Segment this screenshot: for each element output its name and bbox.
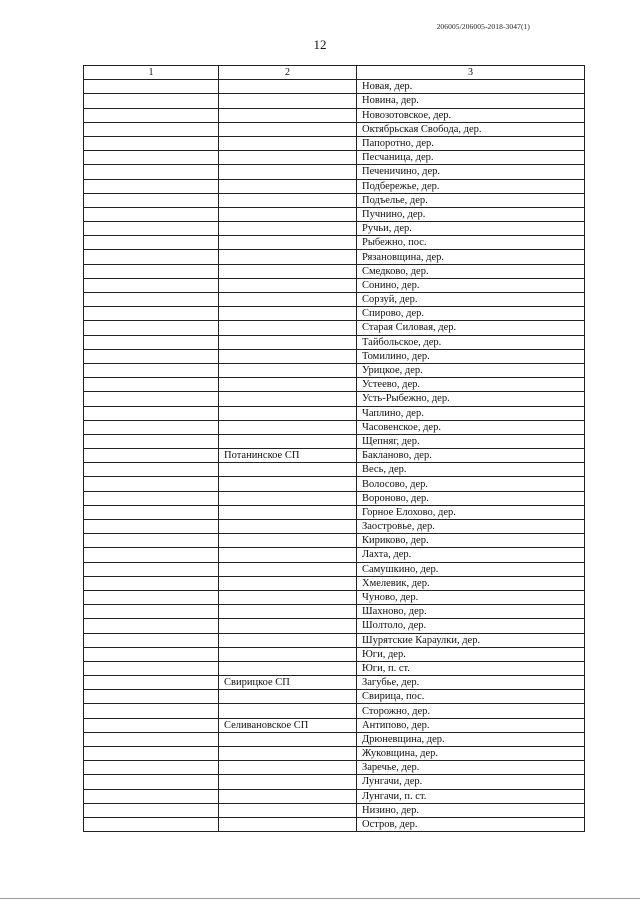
table-row: [84, 193, 585, 207]
settlement-council-cell: [219, 321, 357, 335]
table-row: [84, 406, 585, 420]
district-cell: [84, 520, 219, 534]
locality-cell: Новозотовское, дер.: [357, 108, 585, 122]
district-cell: [84, 250, 219, 264]
settlement-council-cell: [219, 80, 357, 94]
table-row: [84, 179, 585, 193]
table-row: [84, 236, 585, 250]
district-cell: [84, 690, 219, 704]
settlement-council-cell: [219, 562, 357, 576]
column-header-1: 1: [84, 66, 219, 80]
settlement-council-cell: Потанинское СП: [219, 449, 357, 463]
bottom-rule: [0, 898, 640, 899]
table-row: [84, 534, 585, 548]
table-row: [84, 392, 585, 406]
district-cell: [84, 548, 219, 562]
settlement-council-cell: [219, 392, 357, 406]
settlement-council-cell: [219, 647, 357, 661]
locality-cell: Чуново, дер.: [357, 590, 585, 604]
locality-cell: Сорзуй, дер.: [357, 293, 585, 307]
locality-cell: Часовенское, дер.: [357, 420, 585, 434]
locality-cell: Новая, дер.: [357, 80, 585, 94]
table-row: [84, 250, 585, 264]
locality-cell: Урицкое, дер.: [357, 363, 585, 377]
locality-cell: Усть-Рыбежно, дер.: [357, 392, 585, 406]
settlement-council-cell: [219, 548, 357, 562]
settlement-council-cell: [219, 789, 357, 803]
table-row: [84, 349, 585, 363]
locality-cell: Антипово, дер.: [357, 718, 585, 732]
table-row: [84, 80, 585, 94]
settlement-council-cell: [219, 817, 357, 831]
district-cell: [84, 122, 219, 136]
district-cell: [84, 349, 219, 363]
locality-cell: Самушкино, дер.: [357, 562, 585, 576]
table-row: [84, 434, 585, 448]
district-cell: [84, 236, 219, 250]
settlement-council-cell: [219, 732, 357, 746]
table-row: [84, 378, 585, 392]
district-cell: [84, 747, 219, 761]
settlement-council-cell: [219, 690, 357, 704]
table-row: [84, 647, 585, 661]
table-row: [84, 704, 585, 718]
locality-cell: Ручьи, дер.: [357, 222, 585, 236]
column-header-3: 3: [357, 66, 585, 80]
table-row: [84, 463, 585, 477]
locality-cell: Смедково, дер.: [357, 264, 585, 278]
table-row: [84, 718, 585, 732]
settlement-council-cell: [219, 363, 357, 377]
district-cell: [84, 633, 219, 647]
table-row: [84, 761, 585, 775]
district-cell: [84, 647, 219, 661]
table-row: [84, 619, 585, 633]
locality-cell: Шолтоло, дер.: [357, 619, 585, 633]
district-cell: [84, 222, 219, 236]
district-cell: [84, 278, 219, 292]
locality-cell: Жуковщина, дер.: [357, 747, 585, 761]
table-row: [84, 803, 585, 817]
district-cell: [84, 477, 219, 491]
settlement-council-cell: [219, 264, 357, 278]
district-cell: [84, 562, 219, 576]
district-cell: [84, 165, 219, 179]
district-cell: [84, 108, 219, 122]
locality-cell: Новина, дер.: [357, 94, 585, 108]
settlement-council-cell: [219, 307, 357, 321]
district-cell: [84, 406, 219, 420]
locality-cell: Сторожно, дер.: [357, 704, 585, 718]
settlement-council-cell: [219, 520, 357, 534]
district-cell: [84, 335, 219, 349]
locality-cell: Волосово, дер.: [357, 477, 585, 491]
district-cell: [84, 817, 219, 831]
settlement-table: [83, 65, 585, 832]
settlement-council-cell: [219, 761, 357, 775]
district-cell: [84, 661, 219, 675]
table-row: [84, 321, 585, 335]
table-row: [84, 817, 585, 831]
district-cell: [84, 264, 219, 278]
locality-cell: Подбережье, дер.: [357, 179, 585, 193]
column-header-2: 2: [219, 66, 357, 80]
table-row: [84, 562, 585, 576]
settlement-council-cell: [219, 122, 357, 136]
settlement-council-cell: [219, 151, 357, 165]
district-cell: [84, 392, 219, 406]
settlement-council-cell: [219, 590, 357, 604]
table-row: [84, 633, 585, 647]
district-cell: [84, 80, 219, 94]
locality-cell: Спирово, дер.: [357, 307, 585, 321]
settlement-council-cell: [219, 619, 357, 633]
locality-cell: Октябрьская Свобода, дер.: [357, 122, 585, 136]
locality-cell: Щепняг, дер.: [357, 434, 585, 448]
settlement-council-cell: [219, 434, 357, 448]
locality-cell: Вороново, дер.: [357, 491, 585, 505]
table-row: [84, 548, 585, 562]
district-cell: [84, 732, 219, 746]
settlement-council-cell: [219, 193, 357, 207]
settlement-council-cell: [219, 378, 357, 392]
district-cell: [84, 449, 219, 463]
locality-cell: Заостровье, дер.: [357, 520, 585, 534]
table-header-row: [84, 66, 585, 80]
settlement-council-cell: [219, 94, 357, 108]
settlement-council-cell: Свирицкое СП: [219, 676, 357, 690]
locality-cell: Лунгачи, дер.: [357, 775, 585, 789]
locality-cell: Лахта, дер.: [357, 548, 585, 562]
district-cell: [84, 363, 219, 377]
settlement-council-cell: [219, 534, 357, 548]
table-row: [84, 165, 585, 179]
district-cell: [84, 704, 219, 718]
settlement-council-cell: [219, 463, 357, 477]
table-row: [84, 505, 585, 519]
locality-cell: Старая Силовая, дер.: [357, 321, 585, 335]
locality-cell: Свирица, пос.: [357, 690, 585, 704]
district-cell: [84, 434, 219, 448]
district-cell: [84, 151, 219, 165]
locality-cell: Шурятские Караулки, дер.: [357, 633, 585, 647]
locality-cell: Песчаница, дер.: [357, 151, 585, 165]
settlement-council-cell: [219, 576, 357, 590]
district-cell: [84, 789, 219, 803]
district-cell: [84, 193, 219, 207]
table-row: [84, 136, 585, 150]
district-cell: [84, 94, 219, 108]
table-row: [84, 747, 585, 761]
locality-cell: Горное Елохово, дер.: [357, 505, 585, 519]
district-cell: [84, 505, 219, 519]
table-row: [84, 690, 585, 704]
district-cell: [84, 576, 219, 590]
locality-cell: Весь, дер.: [357, 463, 585, 477]
district-cell: [84, 718, 219, 732]
locality-cell: Сонино, дер.: [357, 278, 585, 292]
table-row: [84, 278, 585, 292]
table-row: [84, 94, 585, 108]
settlement-council-cell: [219, 775, 357, 789]
settlement-council-cell: [219, 222, 357, 236]
table-row: [84, 293, 585, 307]
table-row: [84, 775, 585, 789]
settlement-council-cell: [219, 491, 357, 505]
settlement-council-cell: [219, 704, 357, 718]
table-row: [84, 732, 585, 746]
settlement-council-cell: [219, 165, 357, 179]
settlement-council-cell: [219, 108, 357, 122]
table-row: [84, 661, 585, 675]
settlement-council-cell: [219, 406, 357, 420]
table-row: [84, 576, 585, 590]
table-row: [84, 335, 585, 349]
settlement-council-cell: [219, 179, 357, 193]
locality-cell: Остров, дер.: [357, 817, 585, 831]
table-row: [84, 264, 585, 278]
locality-cell: Лунгачи, п. ст.: [357, 789, 585, 803]
locality-cell: Печеничино, дер.: [357, 165, 585, 179]
table-row: [84, 605, 585, 619]
locality-cell: Тайбольское, дер.: [357, 335, 585, 349]
locality-cell: Низино, дер.: [357, 803, 585, 817]
table-row: [84, 122, 585, 136]
table-row: [84, 676, 585, 690]
locality-cell: Загубье, дер.: [357, 676, 585, 690]
locality-cell: Пучнино, дер.: [357, 207, 585, 221]
settlement-council-cell: Селивановское СП: [219, 718, 357, 732]
locality-cell: Рыбежно, пос.: [357, 236, 585, 250]
locality-cell: Шахново, дер.: [357, 605, 585, 619]
table-row: [84, 307, 585, 321]
settlement-council-cell: [219, 335, 357, 349]
district-cell: [84, 775, 219, 789]
district-cell: [84, 676, 219, 690]
district-cell: [84, 321, 219, 335]
table-row: [84, 590, 585, 604]
district-cell: [84, 307, 219, 321]
settlement-council-cell: [219, 605, 357, 619]
locality-cell: Дрюневщина, дер.: [357, 732, 585, 746]
locality-cell: Папоротно, дер.: [357, 136, 585, 150]
district-cell: [84, 136, 219, 150]
district-cell: [84, 491, 219, 505]
locality-cell: Юги, дер.: [357, 647, 585, 661]
table-body: [84, 80, 585, 832]
locality-cell: Юги, п. ст.: [357, 661, 585, 675]
settlement-council-cell: [219, 633, 357, 647]
table-row: [84, 363, 585, 377]
locality-cell: Подъелье, дер.: [357, 193, 585, 207]
table-row: [84, 222, 585, 236]
settlement-council-cell: [219, 278, 357, 292]
locality-cell: Заречье, дер.: [357, 761, 585, 775]
district-cell: [84, 761, 219, 775]
table-row: [84, 207, 585, 221]
table-row: [84, 420, 585, 434]
table-row: [84, 491, 585, 505]
locality-cell: Томилино, дер.: [357, 349, 585, 363]
settlement-council-cell: [219, 349, 357, 363]
settlement-council-cell: [219, 420, 357, 434]
district-cell: [84, 420, 219, 434]
locality-cell: Бакланово, дер.: [357, 449, 585, 463]
table-row: [84, 520, 585, 534]
locality-cell: Чаплино, дер.: [357, 406, 585, 420]
settlement-council-cell: [219, 136, 357, 150]
table-row: [84, 108, 585, 122]
document-id: 206005/206005-2018-3047(1): [436, 22, 530, 31]
settlement-council-cell: [219, 505, 357, 519]
district-cell: [84, 590, 219, 604]
district-cell: [84, 378, 219, 392]
table-row: [84, 477, 585, 491]
locality-cell: Устеево, дер.: [357, 378, 585, 392]
settlement-council-cell: [219, 661, 357, 675]
settlement-council-cell: [219, 747, 357, 761]
district-cell: [84, 293, 219, 307]
district-cell: [84, 207, 219, 221]
locality-cell: Рязановщина, дер.: [357, 250, 585, 264]
settlement-council-cell: [219, 250, 357, 264]
locality-cell: Хмелевик, дер.: [357, 576, 585, 590]
table-row: [84, 789, 585, 803]
settlement-council-cell: [219, 803, 357, 817]
table-row: [84, 151, 585, 165]
settlement-council-cell: [219, 236, 357, 250]
district-cell: [84, 803, 219, 817]
page-number: 12: [313, 37, 327, 52]
district-cell: [84, 619, 219, 633]
settlement-council-cell: [219, 293, 357, 307]
district-cell: [84, 463, 219, 477]
district-cell: [84, 605, 219, 619]
table-row: [84, 449, 585, 463]
locality-cell: Кириково, дер.: [357, 534, 585, 548]
district-cell: [84, 534, 219, 548]
settlement-council-cell: [219, 207, 357, 221]
settlement-council-cell: [219, 477, 357, 491]
district-cell: [84, 179, 219, 193]
